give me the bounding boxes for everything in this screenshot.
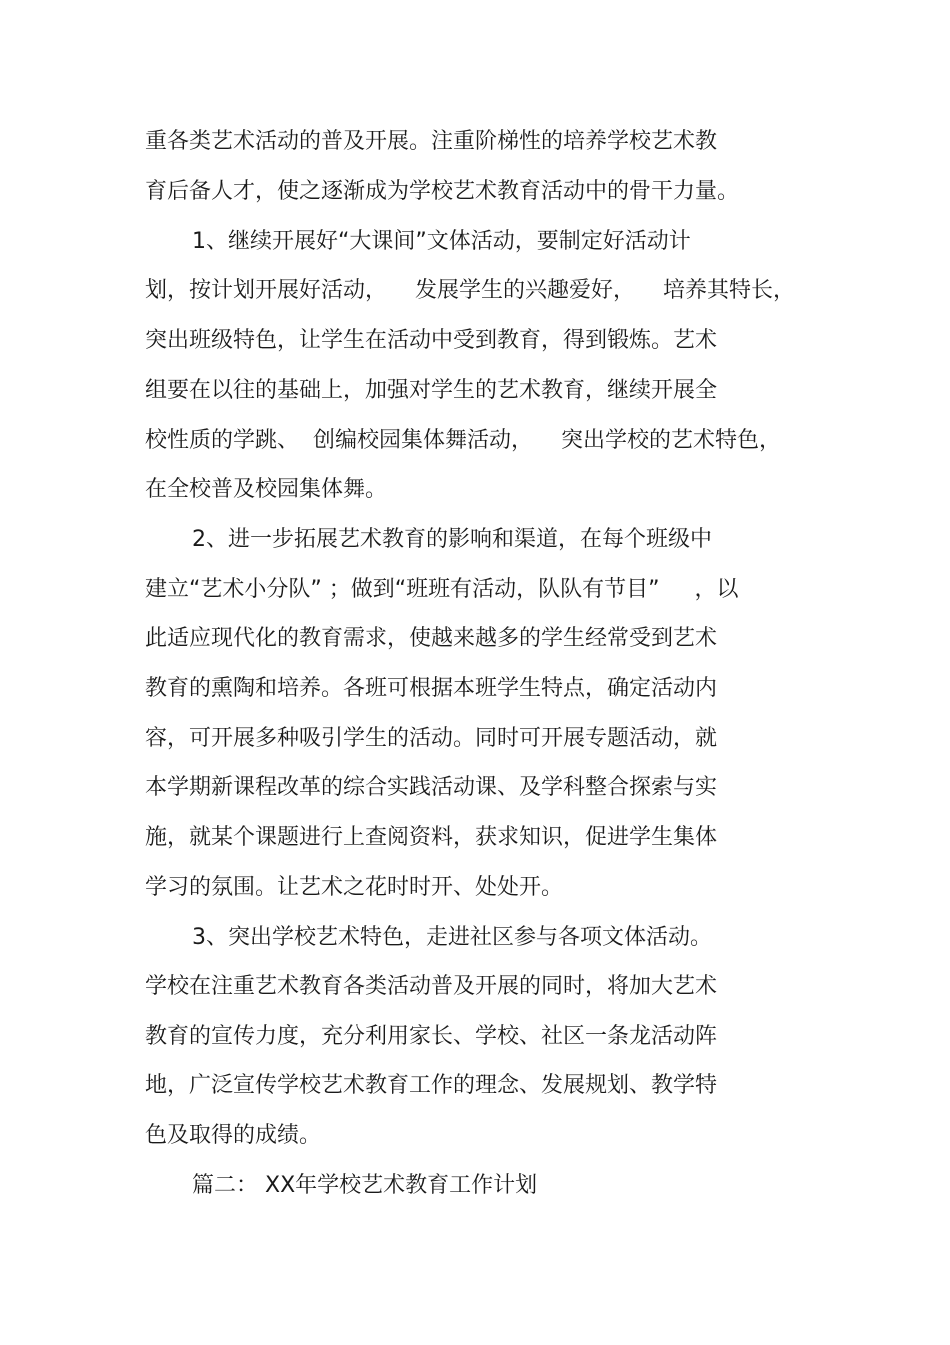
text-line: 学校在注重艺术教育各类活动普及开展的同时，将加大艺术 xyxy=(145,974,718,999)
text-line: 划，按计划开展好活动， 发展学生的兴趣爱好， 培养其特长， xyxy=(145,278,795,303)
text-line: 组要在以往的基础上，加强对学生的艺术教育，继续开展全 xyxy=(145,378,718,403)
text-line: 育后备人才，使之逐渐成为学校艺术教育活动中的骨干力量。 xyxy=(145,179,740,204)
text-line: 地，广泛宣传学校艺术教育工作的理念、发展规划、教学特 xyxy=(145,1073,718,1098)
text-line: 容，可开展多种吸引学生的活动。同时可开展专题活动，就 xyxy=(145,726,718,751)
text-line: 教育的熏陶和培养。各班可根据本班学生特点，确定活动内 xyxy=(145,676,718,701)
text-line: 本学期新课程改革的综合实践活动课、及学科整合探索与实 xyxy=(145,775,718,800)
text-line: 重各类艺术活动的普及开展。注重阶梯性的培养学校艺术教 xyxy=(145,129,718,154)
text-line: 学习的氛围。让艺术之花时时开、处处开。 xyxy=(145,875,564,900)
text-line: 此适应现代化的教育需求，使越来越多的学生经常受到艺术 xyxy=(145,626,718,651)
section-heading: 篇二： XX年学校艺术教育工作计划 xyxy=(192,1173,538,1198)
text-line: 校性质的学跳、 创编校园集体舞活动， 突出学校的艺术特色， xyxy=(145,428,781,453)
text-line: 2、进一步拓展艺术教育的影响和渠道，在每个班级中 xyxy=(192,527,712,552)
text-line: 教育的宣传力度，充分利用家长、学校、社区一条龙活动阵 xyxy=(145,1024,718,1049)
text-line: 色及取得的成绩。 xyxy=(145,1123,322,1148)
text-line: 3、突出学校艺术特色，走进社区参与各项文体活动。 xyxy=(192,925,712,950)
text-line: 建立“艺术小分队” ；做到“班班有活动，队队有节目” ，以 xyxy=(145,577,739,602)
text-line: 在全校普及校园集体舞。 xyxy=(145,477,388,502)
text-line: 1、继续开展好“大课间”文体活动，要制定好活动计 xyxy=(192,229,691,254)
text-line: 突出班级特色，让学生在活动中受到教育，得到锻炼。艺术 xyxy=(145,328,718,353)
text-line: 施，就某个课题进行上查阅资料，获求知识，促进学生集体 xyxy=(145,825,718,850)
